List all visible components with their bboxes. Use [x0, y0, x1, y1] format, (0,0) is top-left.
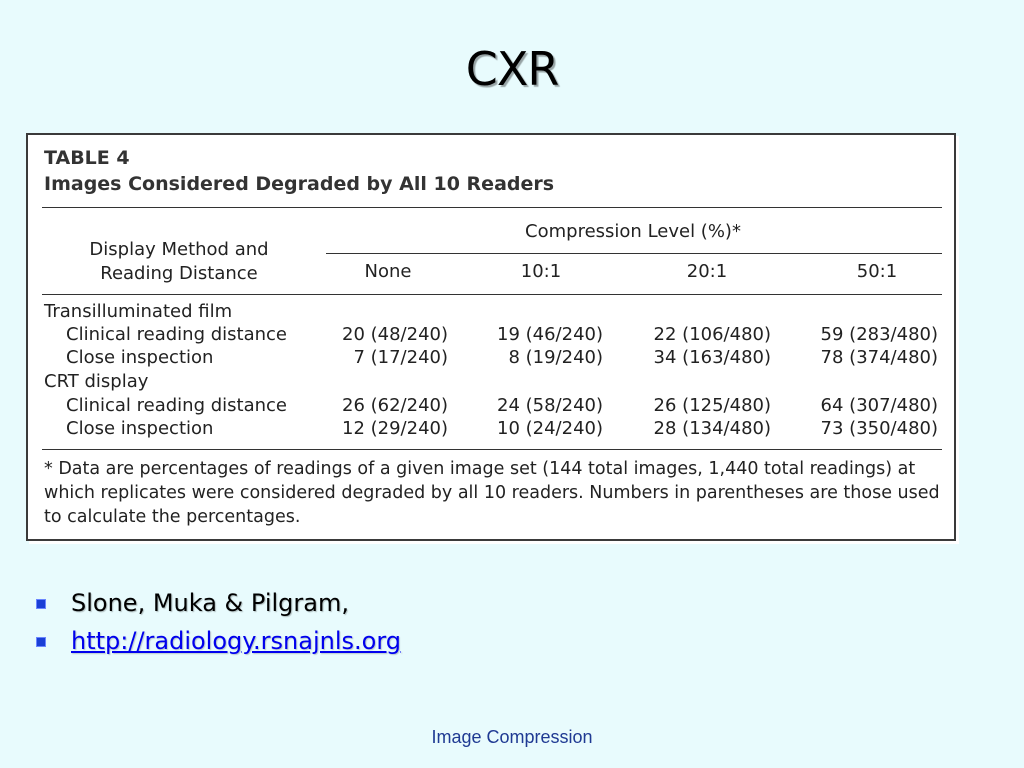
- slide-title: CXR: [465, 42, 559, 96]
- citation-text: Slone, Muka & Pilgram,: [71, 589, 349, 617]
- source-link[interactable]: http://radiology.rsnajnls.org: [71, 627, 402, 655]
- row-label: Clinical reading distance: [66, 395, 287, 416]
- group-label-crt-display: CRT display: [44, 371, 149, 392]
- table-cell: 64 (307/480): [820, 395, 938, 416]
- spanner-rule: [326, 253, 942, 254]
- table-label: TABLE 4: [44, 147, 130, 169]
- slide-footer: Image Compression: [431, 727, 593, 747]
- table-caption: Images Considered Degraded by All 10 Readers: [44, 173, 555, 195]
- group-label-transilluminated-film: Transilluminated film: [44, 301, 233, 322]
- square-bullet-icon: [36, 599, 46, 609]
- stub-header-line1: Display Method and: [89, 239, 269, 260]
- stub-header-line2: Reading Distance: [100, 263, 258, 284]
- column-header-20-1: 20:1: [686, 261, 728, 282]
- table-cell: 8 (19/240): [508, 347, 603, 368]
- table-cell: 73 (350/480): [820, 418, 938, 439]
- row-label: Clinical reading distance: [66, 324, 287, 345]
- table-cell: 78 (374/480): [820, 347, 938, 368]
- table-cell: 19 (46/240): [497, 324, 603, 345]
- table-figure: [26, 133, 956, 541]
- table-cell: 12 (29/240): [342, 418, 448, 439]
- table-footnote: * Data are percentages of readings of a given image set (144 total images, 1,440 total readings) at which replicates were considered degraded by all 10 readers. Numbers in parentheses are those used to calculate the percentages.: [44, 459, 940, 527]
- table-cell: 10 (24/240): [497, 418, 603, 439]
- table-cell: 26 (62/240): [342, 395, 448, 416]
- column-header-none: None: [364, 261, 412, 282]
- row-label: Close inspection: [66, 347, 214, 368]
- column-header-10-1: 10:1: [520, 261, 562, 282]
- header-rule: [42, 294, 942, 295]
- bottom-rule: [42, 449, 942, 450]
- column-header-50-1: 50:1: [856, 261, 898, 282]
- table-cell: 24 (58/240): [497, 395, 603, 416]
- square-bullet-icon: [36, 637, 46, 647]
- table-cell: 26 (125/480): [653, 395, 771, 416]
- table-cell: 59 (283/480): [820, 324, 938, 345]
- table-cell: 28 (134/480): [653, 418, 771, 439]
- table-cell: 20 (48/240): [342, 324, 448, 345]
- spanner-header: Compression Level (%)*: [525, 221, 741, 242]
- table-cell: 34 (163/480): [653, 347, 771, 368]
- row-label: Close inspection: [66, 418, 214, 439]
- table-cell: 7 (17/240): [353, 347, 448, 368]
- stub-header: [44, 238, 314, 286]
- table-cell: 22 (106/480): [653, 324, 771, 345]
- top-rule: [42, 207, 942, 208]
